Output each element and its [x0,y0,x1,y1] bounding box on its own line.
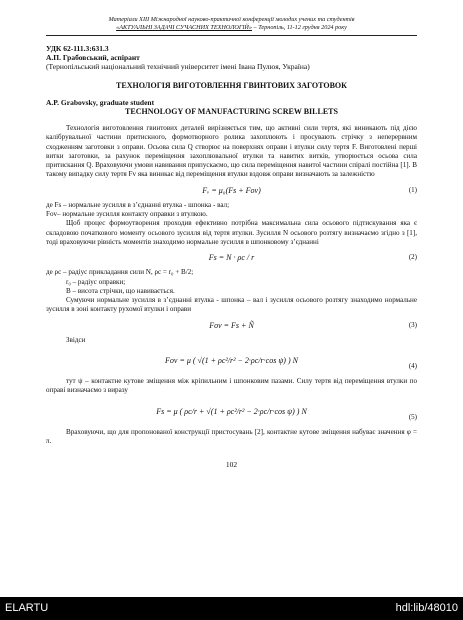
conference-name: «АКТУАЛЬНІ ЗАДАЧІ СУЧАСНИХ ТЕХНОЛОГІЙ» [116,24,252,31]
equation-2 [46,252,417,263]
paper-title: ТЕХНОЛОГІЯ ВИГОТОВЛЕННЯ ГВИНТОВИХ ЗАГОТОВОК [116,81,347,90]
where-2c: B – висота стрічки, що навивається. [66,286,175,295]
paragraph-3: Сумуючи нормальне зусилля в з’єднанні втулка - шпонка – вал і зусилля осьового розтягу знаходимо нормальне зусилля в зоні контакту рухомої втулки і оправи [46,296,417,314]
repository-footer [0,597,463,620]
author: А.П. Грабовський, аспірант [46,53,140,62]
header-divider [46,35,417,36]
where-1b: Fov– нормальне зусилля контакту оправки з втулкою. [46,210,208,219]
english-author: A.P. Grabovsky, graduate student [46,98,155,107]
conference-dates: – Тернопіль, 11-12 грудня 2024 року [252,24,347,31]
equation-4 [46,350,417,372]
paragraph-5: Враховуючи, що для пропонованої конструкції пристосувань [2], контактне кутове зміщення набуває значення φ = π. [46,427,417,445]
where-2b: r₀ – радіус оправки; [66,277,126,286]
zvidsy-text: Звідси [66,335,86,344]
handle-id: hdl:lib/48010 [395,602,458,614]
affiliation: (Тернопільський національний технічний університет імені Івана Пулюя, Україна) [46,62,310,71]
english-title: TECHNOLOGY OF MANUFACTURING SCREW BILLETS [125,107,338,116]
equation-1-body: Fᵥ = μ₀(Fs + Fov) [202,185,261,195]
paragraph-4: тут ψ – контактне кутове зміщення між кріпильним і шпонковим пазами. Силу тертя від переміщення втулки по оправі визначаємо з виразу [46,377,417,395]
equation-1 [46,185,417,196]
equation-2-body: Fs = N · ρc / r [208,253,255,263]
equation-3-body: Fov = Fs + Ñ [209,320,254,330]
equation-2-number: (2) [408,253,417,262]
header-line-2 [46,24,417,32]
equation-3 [46,320,417,331]
where-1a: де Fs – нормальне зусилля в з’єднанні втулка - шпонка - вал; [46,200,230,209]
where-2a: де ρc – радіус прикладання сили N, ρc = r₀ + B/2; [46,268,194,277]
equation-3-number: (3) [408,320,417,329]
equation-4-number: (4) [408,362,417,371]
equation-1-number: (1) [408,185,417,194]
conference-header [46,16,417,32]
equation-5-body: Fs = μ ( ρc/r + √(1 + ρc²/r² − 2·ρc/r·cos ψ) ) N [156,406,307,416]
header-line-1: Матеріали XIII Міжнародної науково-практичної конференції молодих учених та студентів [108,16,355,23]
equation-4-body: Fov = μ ( √(1 + ρc²/r² − 2·ρc/r·cos ψ) ) N [165,356,298,366]
udk-code: УДК 62-111.3:631.3 [46,44,109,53]
equation-5 [46,401,417,423]
page-number: 102 [225,460,238,470]
equation-5-number: (5) [408,412,417,421]
paragraph-1: Технологія виготовлення гвинтових деталей вирізняється тим, що активні сили тертя, які виникають під дією калібрувальної частини притискного, формотворного ролика захоплюють і просувають стрічку з неперервним сходженням заготовки з оправи. Осьова сила Q створює на поверхнях оправи і втулки силу тертя F. Виготовлені перші витки заготовки, за рахунок переміщення захоплювальної втулки та навитих витків, утворюється осьова сила притискання Q. Враховуючи умови навивання припускаємо, що сила переміщення навитої частини спіралі постійна [1]. В такому випадку силу тертя Fv яка виникає від переміщення втулки вздовж оправи визначають за залежністю [46,124,417,179]
repository-name: ELARTU [5,602,49,614]
paragraph-2: Щоб процес формоутворення проходив ефективно потрібна максимальна сила осьового підтискування яка є складовою початкового моменту осьового зусилля від тертя втулки. Зусилля N осьового розтягу визначаємо згідно з [1], тоді враховуючи рівність моментів знаходимо нормальне зусилля в шпонковому з’єднанні [46,219,417,246]
